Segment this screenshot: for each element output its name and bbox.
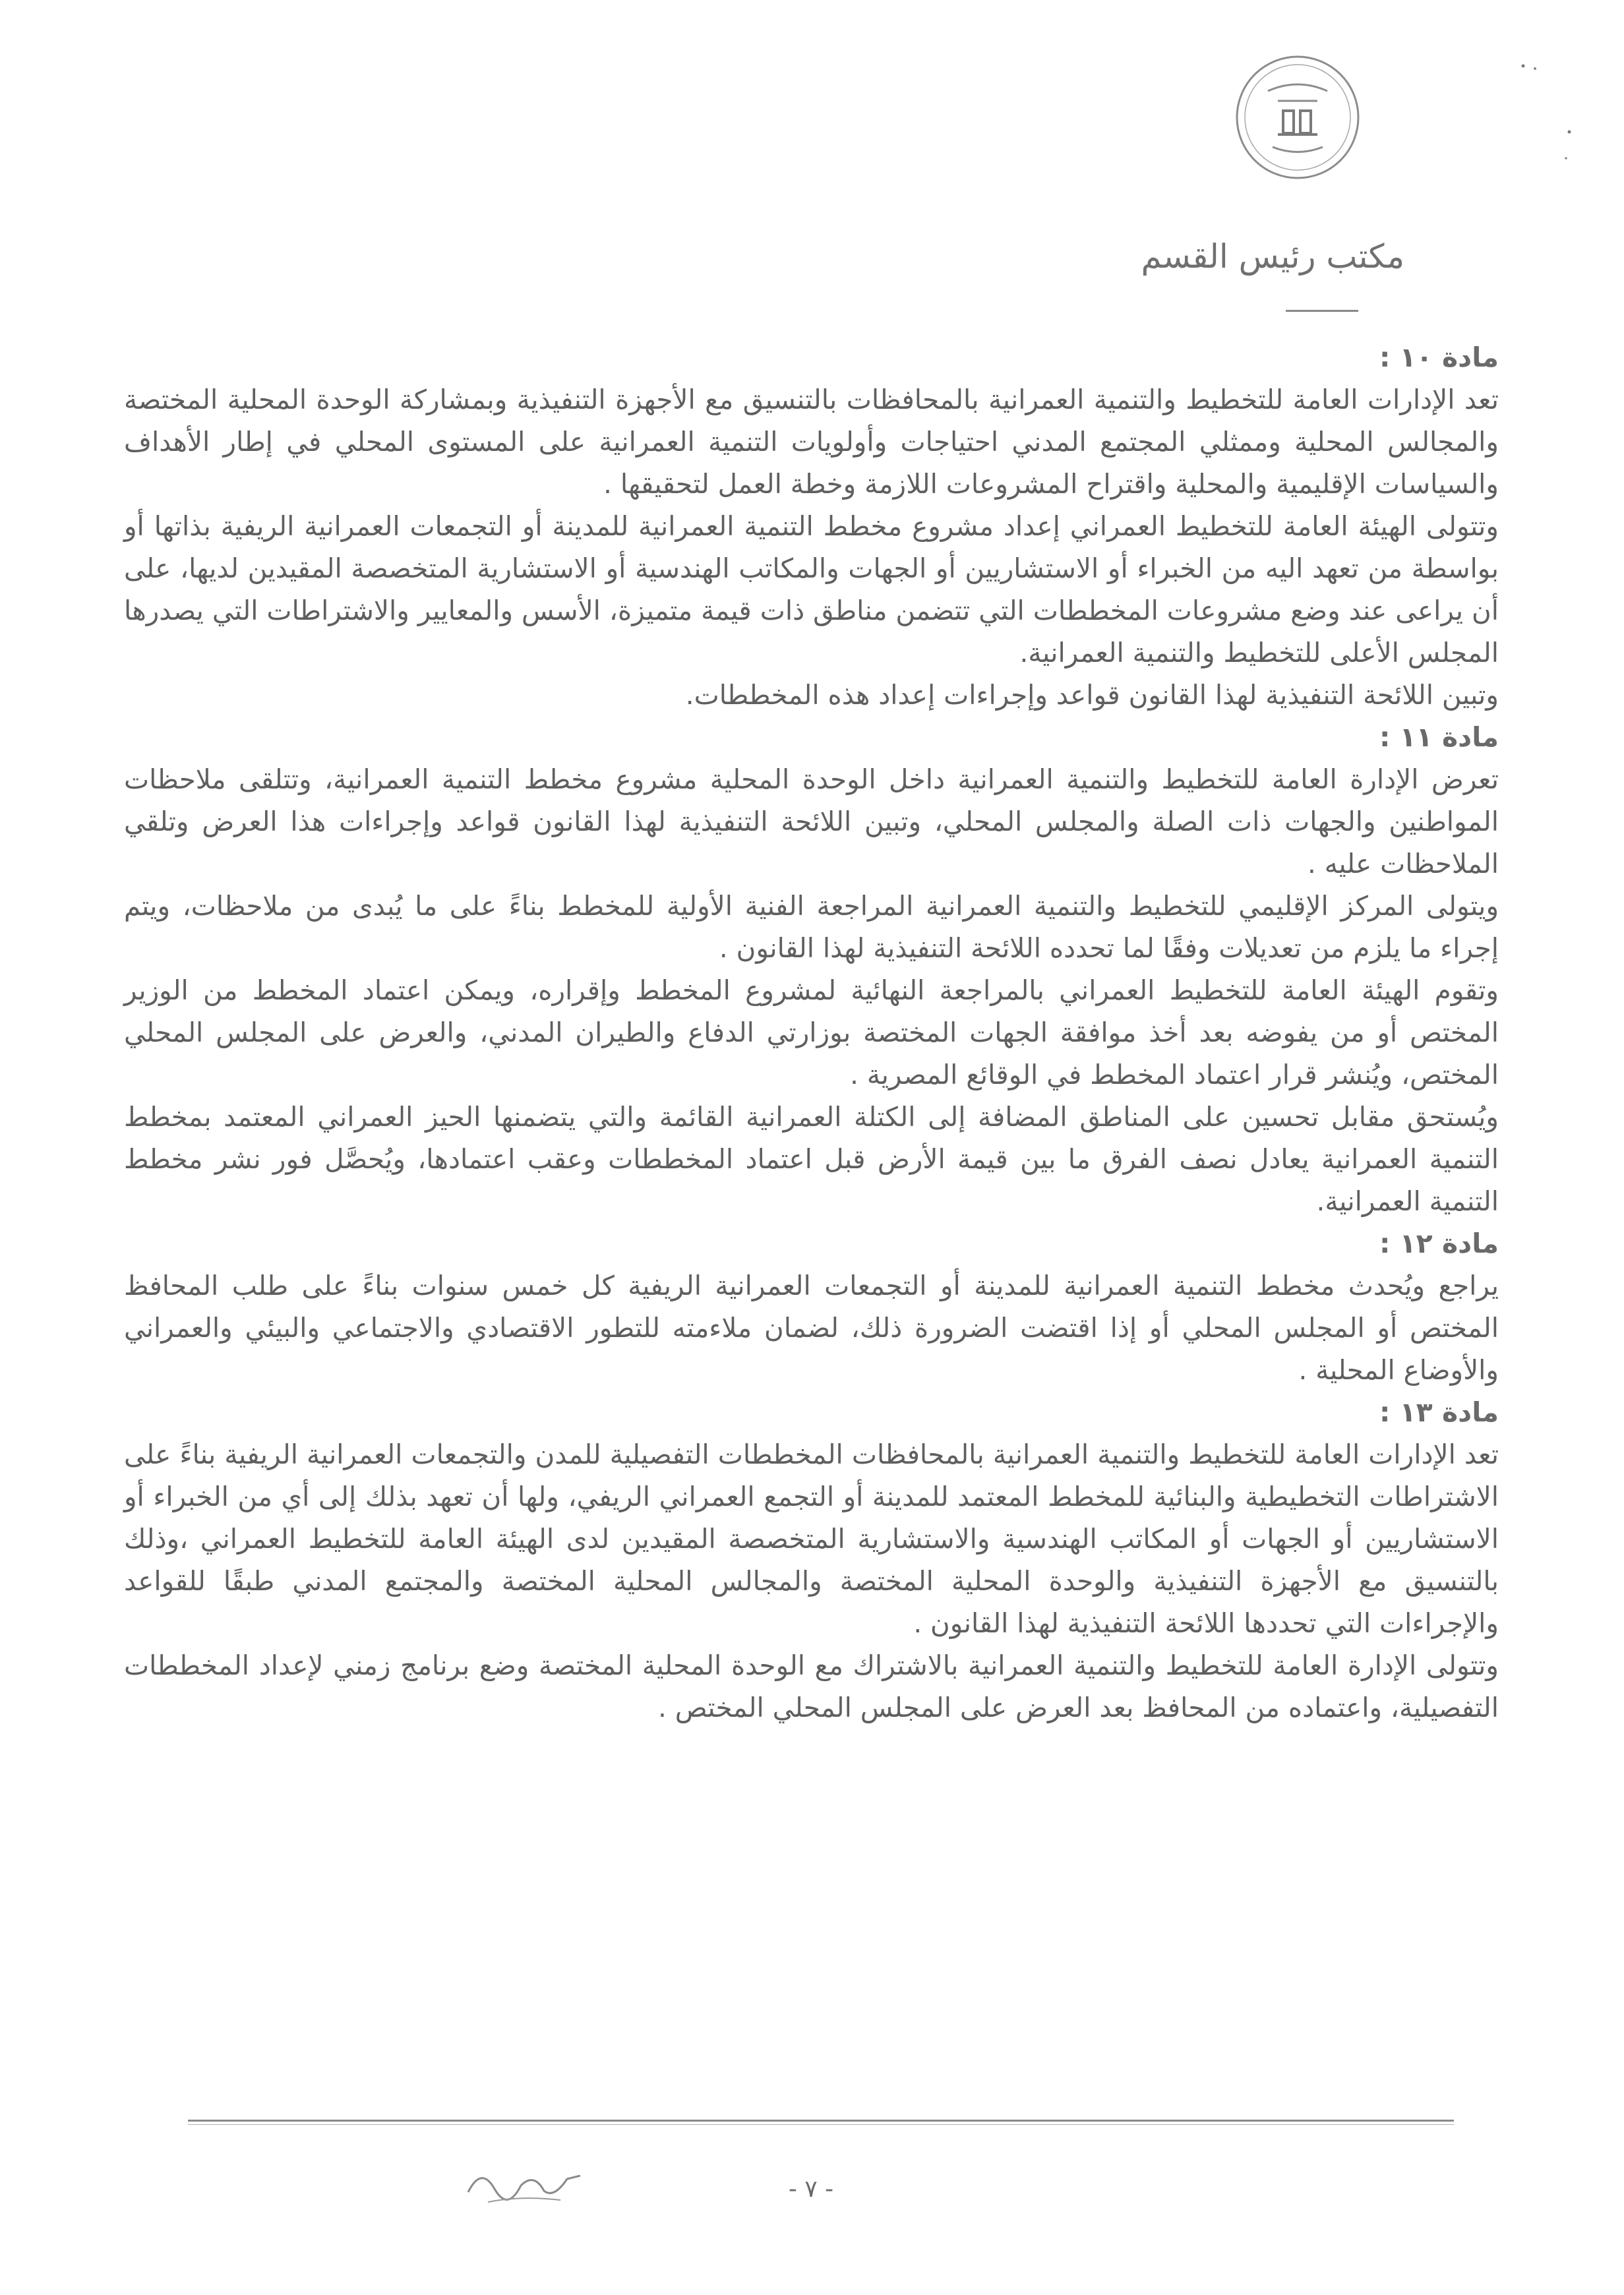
scan-specks-icon [1503,59,1582,165]
article-13 [124,1391,1499,1729]
article-title: مادة ١٣ : [1379,1396,1499,1428]
footer-rule-thin [188,2124,1454,2125]
article-title: مادة ١٢ : [1379,1228,1499,1259]
article-title: مادة ١٠ : [1379,342,1499,373]
document-body [124,336,1499,1729]
paragraph: ويُستحق مقابل تحسين على المناطق المضافة إلى الكتلة العمرانية القائمة والتي يتضمنها الحيز العمراني المعتمد بمخطط التنمية العمرانية يعادل نصف الفرق ما بين قيمة الأرض قبل اعتماد المخططات وعقب اعتمادها، ويُحصَّل فور نشر مخطط التنمية العمرانية. [124,1101,1499,1217]
paragraph: تعرض الإدارة العامة للتخطيط والتنمية العمرانية داخل الوحدة المحلية مشروع مخطط التنمية العمرانية، وتتلقى ملاحظات المواطنين والجهات ذات الصلة والمجلس المحلي، وتبين اللائحة التنفيذية لهذا القانون قواعد وإجراءات هذا العرض وتلقي الملاحظات عليه . [124,763,1499,879]
seal-stamp-icon [1232,51,1364,183]
article-11 [124,716,1499,1222]
paragraph: تعد الإدارات العامة للتخطيط والتنمية العمرانية بالمحافظات بالتنسيق مع الأجهزة التنفيذية وبمشاركة الوحدة المحلية المختصة والمجالس المحلية وممثلي المجتمع المدني احتياجات وأولويات التنمية العمرانية على المستوى المحلي في إطار الأهداف والسياسات الإقليمية والمحلية واقتراح المشروعات اللازمة وخطة العمل لتحقيقها . [124,384,1499,500]
article-title: مادة ١١ : [1379,721,1499,753]
office-title: مكتب رئيس القسم [1141,237,1404,276]
paragraph: وتبين اللائحة التنفيذية لهذا القانون قواعد وإجراءات إعداد هذه المخططات. [685,679,1499,711]
paragraph: وتقوم الهيئة العامة للتخطيط العمراني بالمراجعة النهائية لمشروع المخطط وإقراره، ويمكن اعتماد المخطط من الوزير المختص أو من يفوضه بعد أخذ موافقة الجهات المختصة بوزارتي الدفاع والطيران المدني، والعرض على المجلس المحلي المختص، ويُنشر قرار اعتماد المخطط في الوقائع المصرية . [124,974,1499,1090]
page-number: - ٧ - [788,2176,834,2203]
divider [1286,310,1358,312]
signature-icon [462,2153,587,2212]
paragraph: وتتولى الهيئة العامة للتخطيط العمراني إعداد مشروع مخطط التنمية العمرانية للمدينة أو التجمعات العمرانية الريفية بذاتها أو بواسطة من تعهد اليه من الخبراء أو الاستشاريين أو الجهات والمكاتب الهندسية أو الاستشارية المتخصصة المقيدين لديها، على أن يراعى عند وضع مشروعات المخططات التي تتضمن مناطق ذات قيمة متميزة، الأسس والمعايير والاشتراطات التي يصدرها المجلس الأعلى للتخطيط والتنمية العمرانية. [124,510,1499,669]
paragraph: وتتولى الإدارة العامة للتخطيط والتنمية العمرانية بالاشتراك مع الوحدة المحلية المختصة وضع برنامج زمني لإعداد المخططات التفصيلية، واعتماده من المحافظ بعد العرض على المجلس المحلي المختص . [124,1650,1499,1723]
article-10 [124,336,1499,716]
article-12 [124,1222,1499,1391]
paragraph: تعد الإدارات العامة للتخطيط والتنمية العمرانية بالمحافظات المخططات التفصيلية للمدن والتجمعات العمرانية الريفية بناءً على الاشتراطات التخطيطية والبنائية للمخطط المعتمد للمدينة أو التجمع العمراني الريفي، ولها أن تعهد بذلك إلى أي من الخبراء أو الاستشاريين أو الجهات أو المكاتب الهندسية والاستشارية المتخصصة المقيدين لدى الهيئة العامة للتخطيط العمراني ،وذلك بالتنسيق مع الأجهزة التنفيذية والوحدة المحلية المختصة والمجالس المحلية المختصة والمجتمع المدني طبقًا للقواعد والإجراءات التي تحددها اللائحة التنفيذية لهذا القانون . [124,1439,1499,1639]
paragraph: ويتولى المركز الإقليمي للتخطيط والتنمية العمرانية المراجعة الفنية الأولية للمخطط بناءً على ما يُبدى من ملاحظات، ويتم إجراء ما يلزم من تعديلات وفقًا لما تحدده اللائحة التنفيذية لهذا القانون . [124,890,1499,964]
footer-rule [188,2120,1454,2122]
paragraph: يراجع ويُحدث مخطط التنمية العمرانية للمدينة أو التجمعات العمرانية الريفية كل خمس سنوات بناءً على طلب المحافظ المختص أو المجلس المحلي أو إذا اقتضت الضرورة ذلك، لضمان ملاءمته للتطور الاقتصادي والاجتماعي والبيئي والعمراني والأوضاع المحلية . [124,1270,1499,1386]
